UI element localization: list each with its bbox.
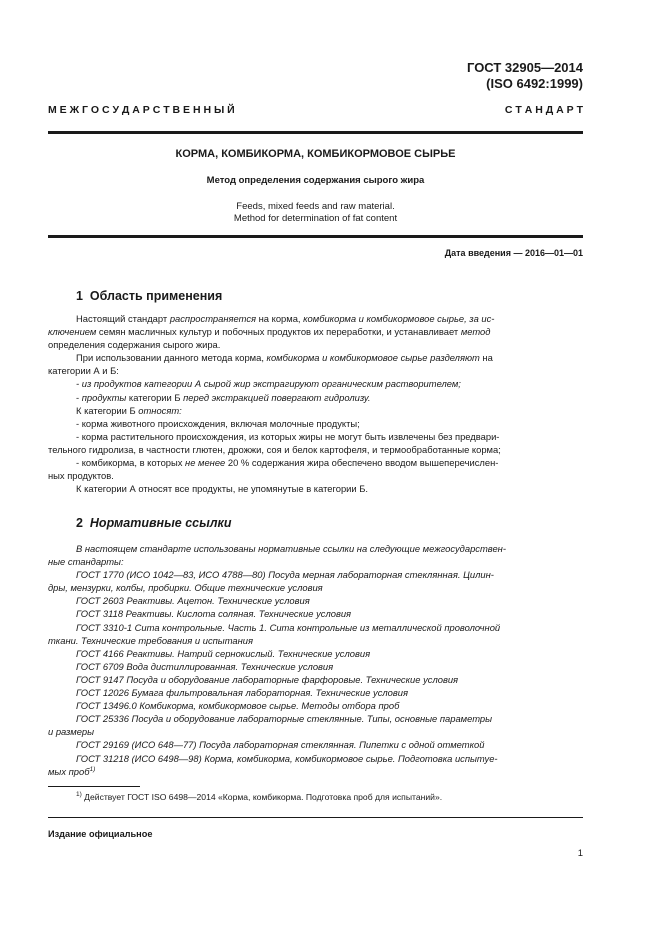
list-item: - корма животного происхождения, включая молочные продукты;: [76, 417, 360, 429]
footnote-marker: 1): [89, 765, 96, 773]
standard-title: КОРМА, КОМБИКОРМА, КОМБИКОРМОВОЕ СЫРЬЕ: [175, 148, 456, 160]
reference-item: ГОСТ 9147 Посуда и оборудование лабораторные фарфоровые. Технические условия: [76, 673, 459, 685]
section-number: 2: [76, 516, 83, 530]
list-item: - из продуктов категории А сырой жир экстрагируют органическим растворителем;: [76, 378, 461, 390]
reference-item: ГОСТ 6709 Вода дистиллированная. Технические условия: [76, 660, 334, 672]
reference-item: ГОСТ 31218 (ИСО 6498—98) Корма, комбикорма, комбикормовое сырье. Подготовка испытуе- мых проб$^{1)}$: [48, 752, 498, 777]
interstate-standard-label: [48, 104, 583, 116]
reference-item: ГОСТ 4166 Реактивы. Натрий сернокислый. Технические условия: [76, 647, 371, 659]
section-1-body: [48, 312, 583, 495]
paragraph: Настоящий стандарт распространяется на корма, комбикорма и комбикормовое сырье, за ис- ключением семян масличных культур и побочных продуктов их переработки, и устанавливает метод определения содержания сырого жира.: [48, 313, 495, 351]
paragraph: К категории А относят все продукты, не упомянутые в категории Б.: [76, 483, 368, 495]
section-2-body: [48, 542, 583, 778]
reference-item: ГОСТ 2603 Реактивы. Ацетон. Технические условия: [76, 595, 310, 607]
english-title: [48, 201, 583, 225]
official-edition-label: Издание официальное: [48, 829, 153, 839]
title-rule: [48, 235, 583, 238]
footnote: [76, 791, 442, 803]
list-item: - комбикорма, в которых не менее 20 % содержания жира обеспечено вводом вышеперечислен- ных продуктов.: [48, 457, 499, 482]
english-title-line: Method for determination of fat content: [233, 213, 398, 224]
standard-word: С Т А Н Д А Р Т: [504, 104, 583, 116]
list-item: - корма растительного происхождения, из которых жиры не могут быть извлечены без предвари- тельного гидролиза, в частности глютен, дрожжи, соя и белок картофеля, и термообработанные корма;: [48, 430, 501, 455]
reference-item: ГОСТ 29169 (ИСО 648—77) Посуда лабораторная стеклянная. Пипетки с одной отметкой: [76, 739, 485, 751]
interstate-word: М Е Ж Г О С У Д А Р С Т В Е Н Н Ы Й: [48, 104, 235, 116]
reference-item: ГОСТ 3118 Реактивы. Кислота соляная. Технические условия: [76, 608, 352, 620]
footnote-mark: 1): [76, 791, 82, 798]
paragraph: К категории Б относят:: [76, 404, 182, 416]
header-rule: [48, 131, 583, 134]
reference-item: ГОСТ 12026 Бумага фильтровальная лабораторная. Технические условия: [76, 687, 409, 699]
section-number: 1: [76, 289, 83, 303]
reference-item: ГОСТ 13496.0 Комбикорма, комбикормовое сырье. Методы отбора проб: [76, 700, 400, 712]
reference-item: ГОСТ 1770 (ИСО 1042—83, ИСО 4788—80) Посуда мерная лабораторная стеклянная. Цилин- дры, мензурки, колбы, пробирки. Общие технические условия: [48, 569, 494, 594]
section-title: Область применения: [89, 289, 223, 303]
list-item: - продукты категории Б перед экстракцией повергают гидролизу.: [76, 391, 371, 403]
section-title: Нормативные ссылки: [89, 516, 232, 530]
reference-item: ГОСТ 25336 Посуда и оборудование лабораторные стеклянные. Типы, основные параметры и размеры: [48, 713, 493, 738]
introduction-date: Дата введения — 2016—01—01: [444, 248, 583, 258]
footnote-text: Действует ГОСТ ISO 6498—2014 «Корма, комбикорма. Подготовка проб для испытаний».: [81, 792, 443, 802]
english-title-line: Feeds, mixed feeds and raw material.: [236, 201, 395, 212]
bottom-rule: [48, 817, 583, 818]
paragraph: При использовании данного метода корма, комбикорма и комбикормовое сырье разделяют на категории А и Б:: [48, 352, 493, 377]
reference-item: ГОСТ 3310-1 Сита контрольные. Часть 1. Сита контрольные из металлической проволочной ткани. Технические требования и испытания: [48, 621, 501, 646]
iso-number: (ISO 6492:1999): [486, 76, 583, 91]
paragraph: В настоящем стандарте использованы нормативные ссылки на следующие межгосударствен- ные стандарты:: [48, 543, 506, 568]
page-number: 1: [577, 848, 583, 859]
standard-subtitle: Метод определения содержания сырого жира: [206, 175, 425, 186]
section-2-heading: [76, 516, 232, 531]
document-number: [467, 60, 583, 92]
footnote-rule: [48, 786, 140, 787]
section-1-heading: [76, 289, 222, 304]
gost-number: ГОСТ 32905—2014: [467, 60, 583, 75]
